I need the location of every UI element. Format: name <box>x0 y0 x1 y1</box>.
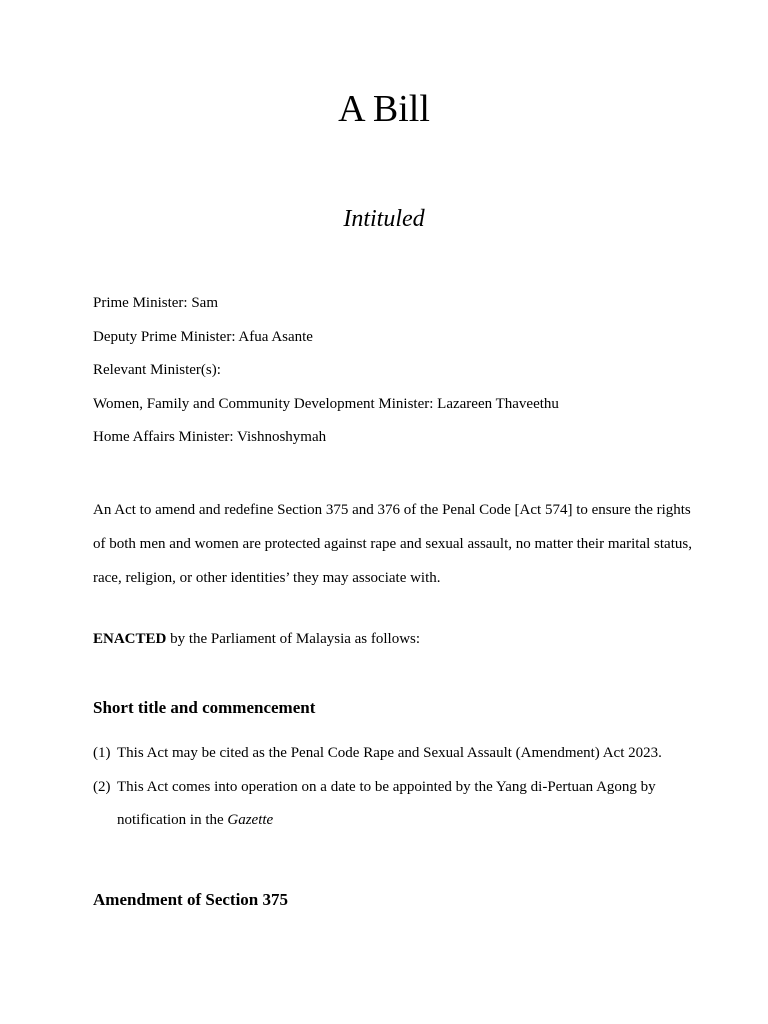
minister-line-home-affairs: Home Affairs Minister: Vishnoshymah <box>93 429 327 446</box>
clause-text: This Act may be cited as the Penal Code Rape and Sexual Assault (Amendment) Act 2023. <box>117 745 662 761</box>
enacted-text: by the Parliament of Malaysia as follows: <box>166 631 421 647</box>
minister-line-relevant-ministers: Relevant Minister(s): <box>93 362 221 379</box>
clause-2 <box>93 771 673 838</box>
clause-text-body: This Act comes into operation on a date to be appointed by the Yang di-Pertuan Agong by notification in the <box>117 778 656 829</box>
section-heading-short-title: Short title and commencement <box>93 698 316 717</box>
ministers-list <box>93 293 713 461</box>
clause-text <box>117 771 673 838</box>
preamble-paragraph: An Act to amend and redefine Section 375 and 376 of the Penal Code [Act 574] to ensure the rights of both men and women are protected against rape and sexual assault, no matter their marital status, race, religion, or other identities’ they may associate with. <box>93 502 692 586</box>
enacting-clause <box>93 628 693 650</box>
bill-subtitle: Intituled <box>343 206 425 232</box>
section-heading-amendment-375: Amendment of Section 375 <box>93 890 289 909</box>
gazette-italic: Gazette <box>227 812 274 829</box>
enacted-keyword: ENACTED <box>93 631 167 647</box>
minister-line-women-family-community: Women, Family and Community Development Minister: Lazareen Thaveethu <box>93 395 559 412</box>
bill-title: A Bill <box>338 88 430 130</box>
minister-line-prime-minister: Prime Minister: Sam <box>93 295 218 311</box>
clause-number: (1) <box>93 745 111 761</box>
clause-1 <box>93 737 673 771</box>
clause-number: (2) <box>93 778 111 795</box>
clauses-list <box>93 737 673 838</box>
minister-line-deputy-prime-minister: Deputy Prime Minister: Afua Asante <box>93 328 313 345</box>
